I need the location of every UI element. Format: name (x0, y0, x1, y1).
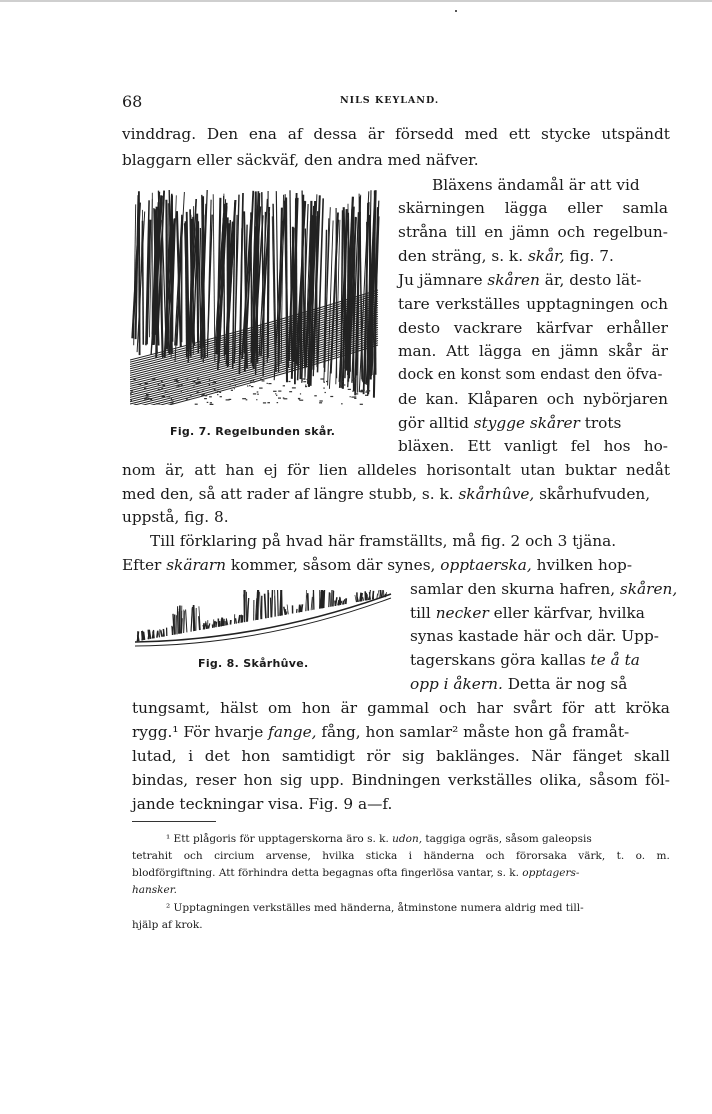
word: för (287, 461, 310, 479)
word: för (562, 699, 585, 717)
word: eller (567, 199, 603, 217)
text-run: är, desto lät- (539, 271, 642, 289)
body-line-6 (398, 246, 614, 266)
word: är (340, 699, 358, 717)
body-line-13 (398, 413, 621, 433)
italic-term: skår, (527, 247, 565, 265)
text-run: den sträng, s. k. (398, 247, 528, 265)
text-run: eller kärfvar, hvilka (488, 604, 645, 622)
word: dessa (313, 125, 358, 143)
italic-term: opptagers- (522, 867, 580, 879)
text-run: skårhufvuden, (534, 485, 651, 503)
word: Bindningen (351, 771, 441, 789)
word: jämn (511, 223, 550, 241)
word: arvense, (265, 850, 311, 862)
word: upptagningen (526, 295, 635, 313)
word: ho- (643, 437, 668, 455)
word: hon (241, 747, 271, 765)
body-line-21 (410, 603, 645, 623)
word: lägga (504, 199, 548, 217)
word: Att (446, 342, 470, 360)
word: hälst (220, 699, 259, 717)
italic-term: necker (435, 604, 489, 622)
word: de (398, 390, 417, 408)
word: och (485, 850, 505, 862)
body-line-4 (398, 198, 668, 218)
word: fänget (572, 747, 623, 765)
italic-term: fange, (268, 723, 317, 741)
word: lien (318, 461, 348, 479)
word: han (225, 461, 255, 479)
word: kröka (625, 699, 670, 717)
word: om (268, 699, 292, 717)
body-line-24 (410, 674, 627, 694)
body-line-8 (398, 294, 668, 314)
word: När (531, 747, 562, 765)
italic-term: hansker. (132, 884, 177, 896)
word: att (594, 699, 616, 717)
fig8-illustration (133, 590, 393, 650)
word: ett (508, 125, 531, 143)
body-line-28 (132, 770, 670, 790)
body-line-5 (398, 222, 668, 242)
body-line-27 (132, 746, 670, 766)
footnote-1-line-3 (132, 866, 579, 880)
word: svårt (512, 699, 553, 717)
text-run: samlar den skurna hafren, (410, 580, 620, 598)
body-line-2: blaggarn eller säckväf, den andra med näfver. (122, 151, 479, 169)
word: nedåt (626, 461, 670, 479)
scan-speck (455, 10, 457, 12)
italic-term: opp i åkern. (410, 675, 503, 693)
word: och (557, 223, 586, 241)
word: en (531, 342, 551, 360)
word: Den (206, 125, 239, 143)
word: och (439, 699, 467, 717)
text-run: trots (579, 414, 622, 432)
word: skår (608, 342, 642, 360)
word: bindas, (132, 771, 189, 789)
word: stråna (398, 223, 448, 241)
word: en (484, 223, 504, 241)
italic-term: stygge skårer (473, 414, 580, 432)
word: är, (165, 461, 185, 479)
fig7-illustration (130, 180, 380, 405)
word: har (476, 699, 503, 717)
italic-term: skärarn (166, 556, 227, 574)
italic-term: skårhûve, (458, 485, 535, 503)
text-run: till (410, 604, 436, 622)
body-line-22: synas kastade här och där. Upp- (410, 627, 659, 645)
body-line-1 (122, 124, 670, 144)
word: vinddrag. (122, 125, 197, 143)
word: jämn (560, 342, 599, 360)
word: man. (398, 342, 437, 360)
italic-term: te å ta (590, 651, 640, 669)
body-line-17: uppstå, fig. 8. (122, 508, 229, 526)
body-line-15 (122, 460, 670, 480)
word: alldeles (357, 461, 417, 479)
body-line-7 (398, 270, 641, 290)
footnote-2-line-2: hjälp af krok. (132, 919, 203, 931)
body-line-18: Till förklaring på hvad här framställts, må fig. 2 och 3 tjäna. (150, 532, 617, 550)
page-edge-line (0, 0, 712, 2)
word: hon (243, 771, 273, 789)
text-run: fång, hon samlar² måste hon gå framåt- (316, 723, 630, 741)
word: händerna (423, 850, 475, 862)
word: ena (248, 125, 277, 143)
italic-term: udon, (392, 833, 423, 845)
word: sig (279, 771, 303, 789)
word: såsom (589, 771, 638, 789)
word: stycke (541, 125, 591, 143)
footnote-1-line-2 (132, 849, 670, 863)
word: bläxen. (398, 437, 455, 455)
word: hos (603, 437, 631, 455)
body-line-9 (398, 318, 668, 338)
body-line-11: dock en konst som endast den öfva- (398, 366, 663, 383)
text-run: ¹ Ett plågoris för upptagerskorna äro s. k. (166, 833, 393, 845)
body-line-3: Bläxens ändamål är att vid (432, 176, 640, 194)
word: försedd (395, 125, 454, 143)
text-run: Efter (122, 556, 167, 574)
word: buktar (564, 461, 617, 479)
word: desto (398, 319, 441, 337)
body-line-10 (398, 341, 668, 361)
body-line-14 (398, 436, 668, 456)
word: är (651, 342, 668, 360)
text-run: tagerskans göra kallas (410, 651, 591, 669)
word: lägga (478, 342, 522, 360)
word: tungsamt, (132, 699, 211, 717)
word: circium (214, 850, 255, 862)
word: värk, (578, 850, 606, 862)
word: och (183, 850, 203, 862)
text-run: blodförgiftning. Att förhindra detta begagnas ofta fingerlösa vantar, s. k. (132, 867, 523, 879)
word: och (546, 390, 575, 408)
text-run: Ju jämnare (398, 271, 488, 289)
word: kan. (425, 390, 459, 408)
body-line-16 (122, 484, 650, 504)
body-line-23 (410, 650, 640, 670)
footnote-2-line-1: ² Upptagningen verkställes med händerna, åtminstone numera aldrig med till- (166, 902, 584, 914)
word: till (455, 223, 477, 241)
word: m. (656, 850, 670, 862)
word: det (204, 747, 230, 765)
word: af (287, 125, 303, 143)
word: fel (570, 437, 591, 455)
word: tetrahit (132, 850, 173, 862)
word: erhåller (606, 319, 668, 337)
text-run: med den, så att rader af längre stubb, s. k. (122, 485, 459, 503)
word: Klåparen (467, 390, 538, 408)
word: att (194, 461, 216, 479)
text-run: Detta är nog så (502, 675, 628, 693)
word: regelbun- (593, 223, 668, 241)
word: i (188, 747, 194, 765)
word: förorsaka (516, 850, 567, 862)
word: samtidigt (281, 747, 355, 765)
word: upp. (309, 771, 345, 789)
word: i (408, 850, 413, 862)
body-line-29: jande teckningar visa. Fig. 9 a—f. (132, 795, 393, 813)
word: utan (520, 461, 556, 479)
body-line-19 (122, 555, 632, 575)
word: baklänges. (436, 747, 520, 765)
word: lutad, (132, 747, 177, 765)
footnote-rule (132, 821, 216, 822)
text-run: rygg.¹ För hvarje (132, 723, 269, 741)
page-number: 68 (122, 92, 143, 111)
body-line-20 (410, 579, 677, 599)
text-run: gör alltid (398, 414, 474, 432)
word: och (640, 295, 668, 313)
fig7-caption: Fig. 7. Regelbunden skår. (170, 425, 336, 438)
text-run: hvilken hop- (531, 556, 632, 574)
fig8-caption: Fig. 8. Skårhûve. (198, 657, 309, 670)
word: nybörjaren (583, 390, 668, 408)
footnote-1-line-4 (132, 883, 177, 897)
word: o. (635, 850, 646, 862)
word: olika, (539, 771, 582, 789)
word: vackrare (453, 319, 523, 337)
word: ej (263, 461, 278, 479)
italic-term: skåren, (619, 580, 678, 598)
text-run: kommer, såsom där synes, (226, 556, 441, 574)
text-run: taggiga ogräs, såsom galeopsis (422, 833, 592, 845)
word: gammal (367, 699, 430, 717)
body-line-25 (132, 698, 670, 718)
word: skärningen (398, 199, 485, 217)
word: hvilka (322, 850, 355, 862)
footnote-1-line-1 (166, 832, 592, 846)
word: verkställes (447, 771, 533, 789)
body-line-26 (132, 722, 629, 742)
word: sticka (365, 850, 398, 862)
running-title: NILS KEYLAND. (340, 95, 440, 106)
word: vanligt (504, 437, 558, 455)
word: rör (366, 747, 391, 765)
italic-term: opptaerska, (440, 556, 532, 574)
word: med (464, 125, 498, 143)
body-line-12 (398, 389, 668, 409)
word: kärfvar (536, 319, 593, 337)
word: hon (301, 699, 331, 717)
text-run: fig. 7. (564, 247, 614, 265)
word: sig (401, 747, 425, 765)
word: reser (195, 771, 237, 789)
word: t. (616, 850, 625, 862)
word: tare (398, 295, 430, 313)
italic-term: skåren (487, 271, 540, 289)
word: Ett (467, 437, 491, 455)
word: nom (122, 461, 156, 479)
word: föl- (645, 771, 670, 789)
word: är (367, 125, 385, 143)
word: verkställes (435, 295, 520, 313)
word: samla (622, 199, 668, 217)
word: utspändt (601, 125, 670, 143)
word: horisontalt (426, 461, 511, 479)
word: skall (633, 747, 670, 765)
